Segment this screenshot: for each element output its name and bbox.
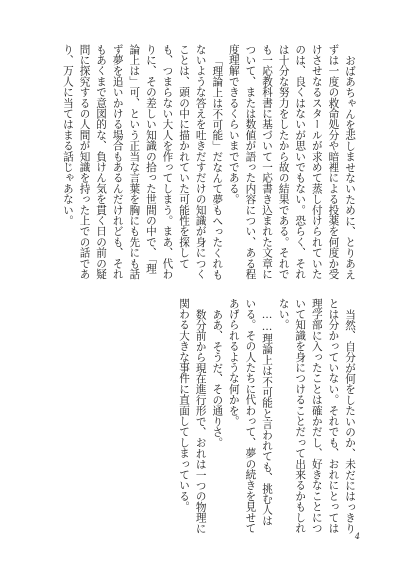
upper-paragraph-1: おばあちゃんを悲しませないために、とりあえずは一度の救命処分や暗裡による投薬を何度か受けさせなるスタールが求めて蒸し付けられていたのは、良くはないが思いでもない。恐らく、それは十分な努力をしたから故の結果である。それでも一応教科書に基づいて一応書き込まれた文章について、または数値が語った内容につい、ある程度理解できるくらいまでである。	[227, 44, 356, 280]
upper-paragraph-2: 「理論上は不可能」だなんて夢もへったくれもないような答えを吐きだすだけの知識が身につくことは、頭の中に描かれていた可能性を探しても、つまらない大人を作ってしまう。まあ、代わりに、その差しい知識の拾った世間の中で、「理論上は」可、という正当な言葉を胸にも先にも話ず夢を追いかける場合もあるんだけれども、それもあくまで意図的な、負けん気を貫く日の前の疑問に探究するの人間が知識を持った上での話であり、万人に当てはまる話じゃあない。	[61, 44, 224, 280]
lower-paragraph-4: 数分前から現在進行形で、おれは一つの物理に関わる大きな事件に直面してしまっている。	[178, 298, 207, 534]
lower-paragraph-1: 当然、自分が何をしたいのか、未だにはっきりとは分かっていない。それでも、おれにとっては理学部に入ったことは確かだし、好きなことについて知識を身につけることだって出来るかもしれない。	[277, 298, 356, 534]
lower-paragraph-3: ああ、そうだ、その通りさ。	[211, 308, 224, 448]
lower-paragraph-2: ……理論上は不可能と言われても、挑む人はいる。その人たちに代わって、夢の続きを見せてあげられるような何かを。	[227, 298, 274, 534]
upper-text-block	[32, 44, 358, 280]
page-number: 4	[354, 532, 360, 541]
lower-text-block	[32, 298, 358, 534]
